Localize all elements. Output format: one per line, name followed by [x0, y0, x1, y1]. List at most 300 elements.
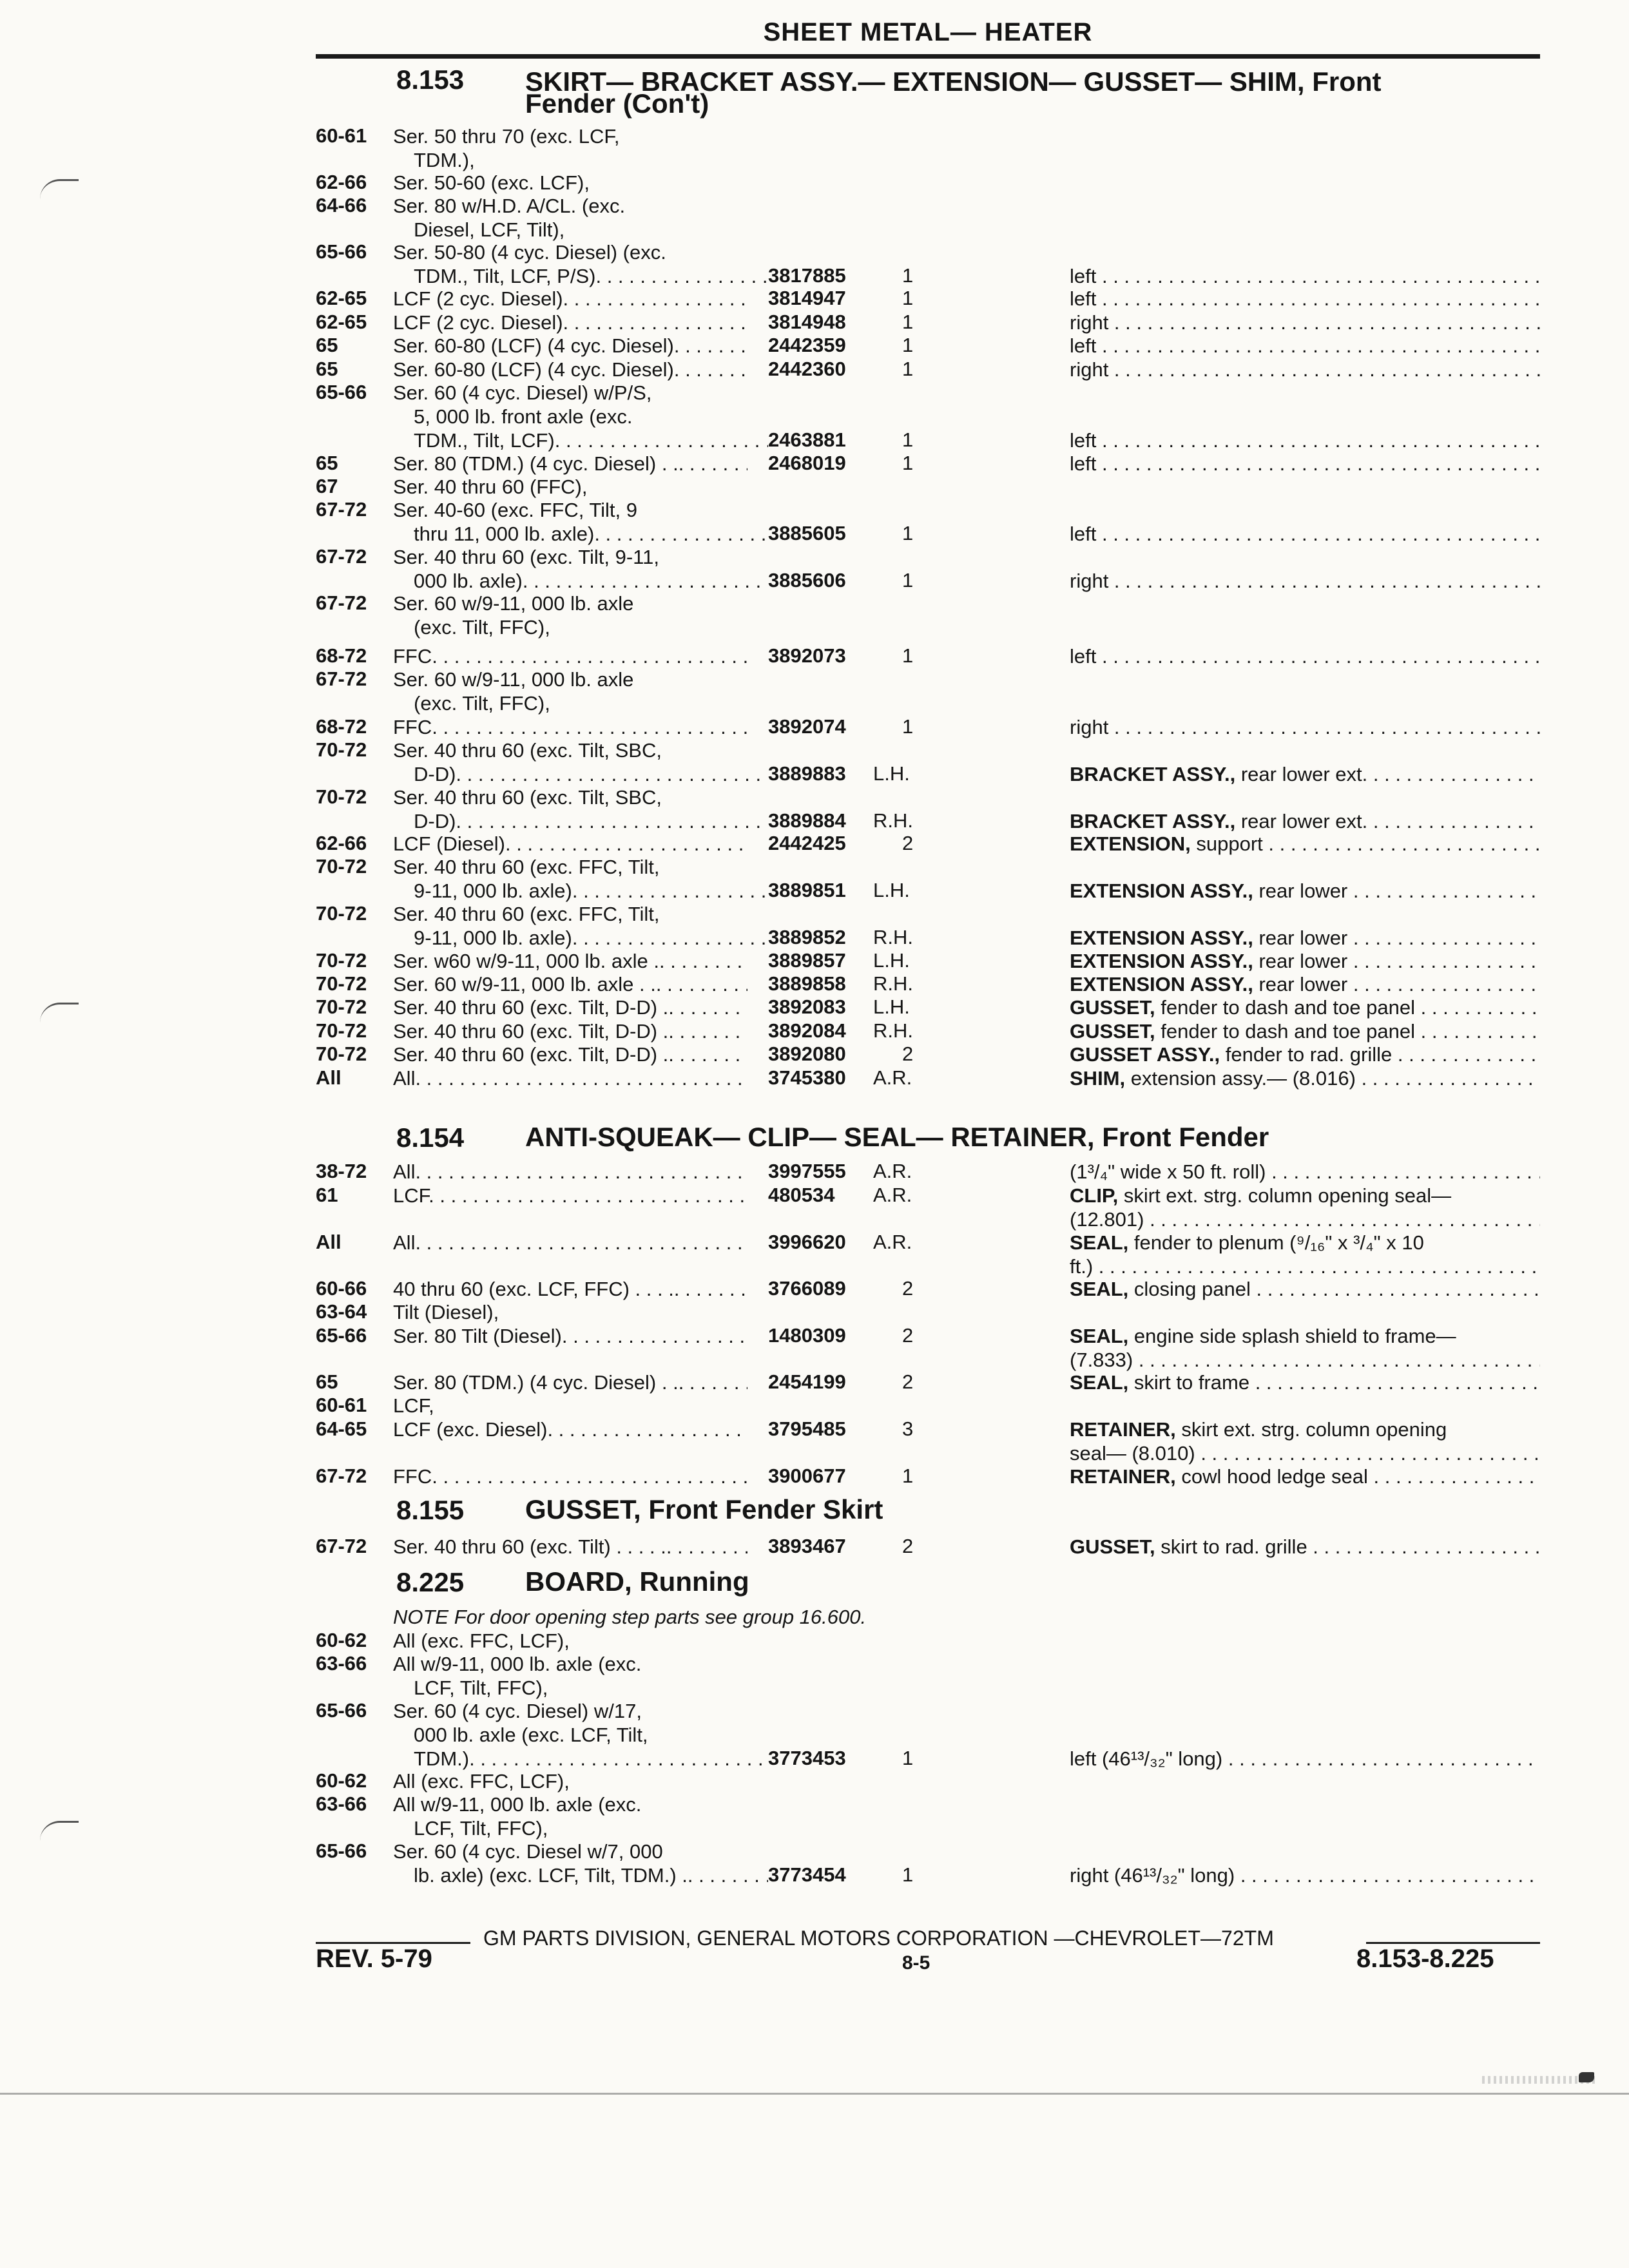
application-line: lb. axle) (exc. LCF, Tilt, TDM.) . . . .: [393, 1863, 768, 1887]
year-range: All: [316, 1231, 342, 1253]
part-number: 3745380: [768, 1066, 846, 1089]
application-text: [393, 1840, 747, 1887]
application-text: [393, 1652, 747, 1700]
application-line: Ser. 60 w/9-11, 000 lb. axle: [393, 668, 634, 691]
application-line: Ser. 40 thru 60 (exc. Tilt, SBC,: [393, 739, 662, 762]
application-line: 5, 000 lb. front axle (exc.: [414, 405, 633, 428]
part-number: 3766089: [768, 1277, 846, 1300]
part-number: 3814947: [768, 287, 846, 309]
year-range: 62-65: [316, 287, 367, 309]
section-number: 8.155: [396, 1495, 465, 1525]
description-text: cowl hood ledge seal: [1181, 1465, 1368, 1488]
application-text: [393, 1792, 747, 1840]
application-line: 000 lb. axle (exc. LCF, Tilt,: [414, 1724, 648, 1746]
description-text: right (46¹³/₃₂" long): [1070, 1864, 1235, 1887]
application-line: Ser. 80 w/H.D. A/CL. (exc.: [393, 195, 626, 217]
section-title: ANTI-SQUEAK— CLIP— SEAL— RETAINER, Front Fender: [525, 1122, 1269, 1152]
description: [1070, 879, 1540, 903]
section-title-line: SKIRT— BRACKET ASSY.— EXTENSION— GUSSET— SHIM, Front: [525, 66, 1382, 97]
description-line: [1070, 1019, 1540, 1043]
application-line: LCF,: [393, 1394, 434, 1417]
quantity: 1: [902, 1863, 914, 1886]
quantity: 1: [902, 1747, 914, 1769]
year-range: 65-66: [316, 240, 367, 263]
footer-rule: [316, 1942, 470, 1944]
description-text: right: [1070, 358, 1109, 381]
description-text: fender to dash and toe panel: [1161, 996, 1415, 1019]
description-keyword: SEAL,: [1070, 1371, 1129, 1394]
description: [1070, 972, 1540, 996]
description: [1070, 311, 1540, 334]
part-number: 3817885: [768, 264, 846, 287]
year-range: 70-72: [316, 949, 367, 972]
part-number: 3889858: [768, 972, 846, 995]
application-line: 000 lb. axle) . . .: [393, 569, 768, 593]
application-text: [393, 334, 747, 358]
section-note: NOTE For door opening step parts see group 16.600.: [393, 1606, 867, 1628]
part-number: 2442360: [768, 358, 846, 380]
part-number: 3889883: [768, 762, 846, 785]
application-text: [393, 1300, 747, 1324]
application-line: Ser. 40-60 (exc. FFC, Tilt, 9: [393, 499, 638, 521]
description-text: left: [1070, 265, 1097, 287]
description-text: right: [1070, 311, 1109, 334]
description-line: [1070, 1066, 1540, 1090]
application-text: [393, 1231, 747, 1254]
application-line: Ser. 50-60 (exc. LCF),: [393, 171, 590, 194]
application-line: Ser. 60 w/9-11, 000 lb. axle: [393, 592, 634, 615]
description: [1070, 1184, 1540, 1231]
description-line: [1070, 879, 1540, 903]
year-range: 67-72: [316, 1465, 367, 1487]
application-line: Ser. 60-80 (LCF) (4 cyc. Diesel) . . .: [393, 358, 747, 381]
description-line: [1070, 522, 1540, 546]
page-number: 8-5: [902, 1952, 930, 1974]
application-line: All (exc. FFC, LCF),: [393, 1629, 570, 1652]
application-line: FFC . . .: [393, 715, 747, 739]
application-line: Ser. 40 thru 60 (FFC),: [393, 476, 588, 498]
quantity: A.R.: [873, 1231, 912, 1253]
scan-edge-line: [0, 2093, 1629, 2095]
application-line: Ser. 80 (TDM.) (4 cyc. Diesel) . . . . .: [393, 452, 747, 476]
punch-mark: [40, 179, 79, 199]
quantity: 2: [902, 1370, 914, 1393]
application-text: [393, 1629, 747, 1653]
application-text: [393, 785, 747, 833]
application-line: LCF (Diesel) . . .: [393, 832, 747, 856]
application-line: LCF . . .: [393, 1184, 747, 1207]
part-number: 3773454: [768, 1863, 846, 1886]
year-range: 38-72: [316, 1160, 367, 1182]
year-range: 70-72: [316, 972, 367, 995]
application-line: Ser. 60 (4 cyc. Diesel w/7, 000: [393, 1840, 663, 1863]
application-text: [393, 855, 747, 903]
description-line: [1070, 972, 1540, 996]
description-line: [1070, 1160, 1540, 1184]
application-line: All w/9-11, 000 lb. axle (exc.: [393, 1653, 642, 1675]
application-line: FFC . . .: [393, 1465, 747, 1488]
description-line: [1070, 1184, 1540, 1207]
description-keyword: GUSSET,: [1070, 996, 1155, 1019]
application-line: thru 11, 000 lb. axle) . . .: [393, 522, 768, 546]
part-number: 3885606: [768, 569, 846, 591]
description: [1070, 1231, 1540, 1278]
description: [1070, 358, 1540, 381]
part-number: 3892084: [768, 1019, 846, 1042]
application-line: TDM.),: [414, 149, 475, 171]
application-text: [393, 1160, 747, 1184]
description: [1070, 569, 1540, 593]
quantity: L.H.: [873, 949, 910, 972]
quantity: A.R.: [873, 1184, 912, 1206]
year-range: 64-66: [316, 194, 367, 216]
application-line: Diesel, LCF, Tilt),: [414, 218, 565, 241]
year-range: 65: [316, 452, 338, 474]
year-range: 70-72: [316, 738, 367, 761]
application-text: [393, 591, 747, 639]
quantity: 2: [902, 1324, 914, 1347]
section-number: 8.154: [396, 1122, 465, 1153]
quantity: A.R.: [873, 1160, 912, 1182]
application-line: TDM., Tilt, LCF, P/S) . . .: [393, 264, 768, 288]
quantity: A.R.: [873, 1066, 912, 1089]
year-range: 67-72: [316, 498, 367, 521]
year-range: 65: [316, 1370, 338, 1393]
punch-mark: [40, 1821, 79, 1841]
application-line: TDM., Tilt, LCF) . . .: [393, 428, 768, 452]
description-line: [1070, 762, 1540, 786]
page-range: 8.153-8.225: [1356, 1945, 1494, 1973]
description-line: [1070, 1441, 1540, 1465]
part-number: 3892073: [768, 644, 846, 667]
application-line: FFC . . .: [393, 644, 747, 668]
quantity: 2: [902, 1535, 914, 1557]
description: [1070, 1066, 1540, 1090]
application-text: [393, 498, 747, 546]
year-range: 62-65: [316, 311, 367, 333]
application-text: [393, 972, 747, 996]
year-range: 67-72: [316, 591, 367, 614]
year-range: 67-72: [316, 1535, 367, 1557]
description-line: [1070, 264, 1540, 288]
part-number: 3889851: [768, 879, 846, 901]
description: [1070, 1324, 1540, 1372]
description-line: [1070, 1465, 1540, 1488]
year-range: 65-66: [316, 1699, 367, 1722]
application-line: Tilt (Diesel),: [393, 1301, 499, 1323]
description-line: [1070, 949, 1540, 973]
year-range: 70-72: [316, 995, 367, 1018]
description: [1070, 1535, 1540, 1559]
section-title: [525, 66, 1530, 119]
application-line: Ser. 40 thru 60 (exc. Tilt) . . . . . . . .: [393, 1535, 747, 1559]
description: [1070, 452, 1540, 476]
application-text: [393, 1019, 747, 1043]
description-text: support: [1196, 832, 1263, 855]
description-text: fender to dash and toe panel: [1161, 1020, 1415, 1043]
quantity: R.H.: [873, 972, 913, 995]
application-line: All . . .: [393, 1066, 747, 1090]
quantity: 1: [902, 287, 914, 309]
description-line: [1070, 428, 1540, 452]
description-line: [1070, 809, 1540, 833]
description: [1070, 715, 1540, 739]
description-keyword: EXTENSION ASSY.,: [1070, 879, 1253, 902]
part-number: 3889857: [768, 949, 846, 972]
description-line: [1070, 569, 1540, 593]
application-line: D-D) . . .: [393, 809, 768, 833]
application-text: [393, 311, 747, 334]
description-line: [1070, 1324, 1540, 1348]
description-line: [1070, 1747, 1540, 1771]
application-line: All . . .: [393, 1231, 747, 1254]
description-text: left (46¹³/₃₂" long): [1070, 1747, 1223, 1770]
application-line: Ser. w60 w/9-11, 000 lb. axle . . . .: [393, 949, 747, 973]
description-text: skirt ext. strg. column opening seal—: [1123, 1184, 1452, 1207]
part-number: 2442425: [768, 832, 846, 854]
description: [1070, 809, 1540, 833]
application-line: (exc. Tilt, FFC),: [414, 616, 550, 639]
application-text: [393, 1535, 747, 1559]
application-text: [393, 1066, 747, 1090]
description-text: left: [1070, 334, 1097, 357]
application-text: [393, 194, 747, 242]
year-range: 70-72: [316, 1043, 367, 1065]
application-text: [393, 171, 747, 195]
description-text: ft.): [1070, 1255, 1094, 1278]
application-text: [393, 832, 747, 856]
description-line: [1070, 1231, 1540, 1254]
year-range: 60-62: [316, 1629, 367, 1651]
description: [1070, 832, 1540, 856]
year-range: 65-66: [316, 1324, 367, 1347]
application-line: 40 thru 60 (exc. LCF, FFC) . . . . . . .: [393, 1277, 747, 1301]
part-number: 3889884: [768, 809, 846, 832]
application-line: LCF, Tilt, FFC),: [414, 1677, 548, 1699]
application-text: [393, 738, 747, 786]
quantity: R.H.: [873, 809, 913, 832]
application-line: Ser. 80 Tilt (Diesel) . . .: [393, 1324, 747, 1348]
description-line: [1070, 1207, 1540, 1231]
description-keyword: RETAINER,: [1070, 1418, 1176, 1441]
application-text: [393, 287, 747, 311]
application-text: [393, 949, 747, 973]
section-title: BOARD, Running: [525, 1566, 749, 1597]
application-text: [393, 902, 747, 950]
description-keyword: SHIM,: [1070, 1067, 1126, 1090]
description-line: [1070, 1535, 1540, 1559]
description-line: [1070, 995, 1540, 1019]
year-range: 70-72: [316, 855, 367, 878]
quantity: 3: [902, 1418, 914, 1440]
description: [1070, 264, 1540, 288]
description-text: rear lower: [1258, 973, 1348, 995]
year-range: 67-72: [316, 545, 367, 568]
quantity: 1: [902, 644, 914, 667]
application-line: Ser. 40 thru 60 (exc. Tilt, D-D) . . . .: [393, 995, 747, 1019]
part-number: 3773453: [768, 1747, 846, 1769]
description-text: right: [1070, 716, 1109, 738]
description-keyword: GUSSET ASSY.,: [1070, 1043, 1220, 1066]
description: [1070, 1465, 1540, 1488]
description-keyword: EXTENSION,: [1070, 832, 1191, 855]
description-line: [1070, 287, 1540, 311]
application-text: [393, 1324, 747, 1348]
application-line: Ser. 40 thru 60 (exc. Tilt, D-D) . . . .: [393, 1019, 747, 1043]
part-number: 2468019: [768, 452, 846, 474]
section-number: 8.153: [396, 64, 465, 95]
description-keyword: BRACKET ASSY.,: [1070, 763, 1236, 785]
application-text: [393, 644, 747, 668]
description: [1070, 1747, 1540, 1771]
quantity: R.H.: [873, 926, 913, 948]
part-number: 1480309: [768, 1324, 846, 1347]
application-line: 9-11, 000 lb. axle) . . .: [393, 879, 768, 903]
quantity: 1: [902, 311, 914, 333]
application-line: Ser. 50 thru 70 (exc. LCF,: [393, 125, 620, 148]
application-line: LCF (2 cyc. Diesel) . . .: [393, 287, 747, 311]
description-text: right: [1070, 570, 1109, 592]
application-text: [393, 1699, 747, 1771]
quantity: 1: [902, 452, 914, 474]
page-header-title: SHEET METAL— HEATER: [763, 18, 1093, 46]
description-line: [1070, 334, 1540, 358]
description: [1070, 522, 1540, 546]
description-line: [1070, 358, 1540, 381]
application-line: Ser. 40 thru 60 (exc. FFC, Tilt,: [393, 856, 660, 878]
application-line: Ser. 60 (4 cyc. Diesel) w/P/S,: [393, 381, 652, 404]
description: [1070, 287, 1540, 311]
application-text: [393, 475, 747, 499]
part-number: 3892074: [768, 715, 846, 738]
description-line: [1070, 715, 1540, 739]
application-line: (exc. Tilt, FFC),: [414, 692, 550, 715]
punch-mark: [40, 1003, 79, 1023]
description-keyword: SEAL,: [1070, 1231, 1129, 1254]
description-keyword: EXTENSION ASSY.,: [1070, 927, 1253, 949]
part-number: 3996620: [768, 1231, 846, 1253]
description-line: [1070, 1043, 1540, 1066]
section-number: 8.225: [396, 1567, 465, 1597]
application-text: [393, 995, 747, 1019]
description: [1070, 1370, 1540, 1394]
description: [1070, 949, 1540, 973]
application-text: [393, 715, 747, 739]
year-range: 65-66: [316, 1840, 367, 1862]
application-text: [393, 545, 747, 593]
application-line: D-D) . . .: [393, 762, 768, 786]
description-keyword: SEAL,: [1070, 1278, 1129, 1300]
description-text: closing panel: [1133, 1278, 1251, 1300]
part-number: 3892083: [768, 995, 846, 1018]
year-range: 70-72: [316, 902, 367, 925]
description-line: [1070, 311, 1540, 334]
description-line: [1070, 644, 1540, 668]
description-text: rear lower: [1258, 927, 1348, 949]
quantity: 1: [902, 569, 914, 591]
year-range: 65-66: [316, 381, 367, 403]
application-line: Ser. 60-80 (LCF) (4 cyc. Diesel) . . .: [393, 334, 747, 358]
application-text: [393, 1769, 747, 1793]
application-text: [393, 1465, 747, 1488]
description-keyword: EXTENSION ASSY.,: [1070, 950, 1253, 972]
description: [1070, 1418, 1540, 1465]
description-line: [1070, 1370, 1540, 1394]
description: [1070, 762, 1540, 786]
application-line: LCF, Tilt, FFC),: [414, 1817, 548, 1840]
application-text: [393, 668, 747, 715]
description: [1070, 1019, 1540, 1043]
year-range: 62-66: [316, 832, 367, 854]
description-text: left: [1070, 523, 1097, 545]
description: [1070, 1043, 1540, 1066]
description-keyword: EXTENSION ASSY.,: [1070, 973, 1253, 995]
footer-publisher: GM PARTS DIVISION, GENERAL MOTORS CORPORATION —CHEVROLET—72TM: [483, 1927, 1274, 1950]
quantity: 1: [902, 1465, 914, 1487]
part-number: 3889852: [768, 926, 846, 948]
part-number: 2463881: [768, 428, 846, 451]
quantity: L.H.: [873, 762, 910, 785]
application-line: All . . .: [393, 1160, 747, 1184]
description-text: left: [1070, 645, 1097, 668]
year-range: 64-65: [316, 1418, 367, 1440]
application-line: Ser. 50-80 (4 cyc. Diesel) (exc.: [393, 241, 666, 264]
description-keyword: GUSSET,: [1070, 1020, 1155, 1043]
application-text: [393, 381, 747, 452]
revision-label: REV. 5-79: [316, 1945, 432, 1973]
quantity: 1: [902, 334, 914, 356]
description-keyword: CLIP,: [1070, 1184, 1119, 1207]
application-line: Ser. 80 (TDM.) (4 cyc. Diesel) . . . . .: [393, 1370, 747, 1394]
description-text: skirt to rad. grille: [1161, 1535, 1307, 1558]
application-line: All (exc. FFC, LCF),: [393, 1770, 570, 1792]
description: [1070, 644, 1540, 668]
description-line: [1070, 1254, 1540, 1278]
year-range: 65: [316, 334, 338, 356]
year-range: 63-66: [316, 1792, 367, 1815]
application-line: 9-11, 000 lb. axle) . . .: [393, 926, 768, 950]
application-line: LCF (2 cyc. Diesel) . . .: [393, 311, 747, 334]
description-line: [1070, 832, 1540, 856]
description-line: [1070, 926, 1540, 950]
description-keyword: GUSSET,: [1070, 1535, 1155, 1558]
application-line: Ser. 60 (4 cyc. Diesel) w/17,: [393, 1700, 642, 1722]
description-text: rear lower: [1258, 950, 1348, 972]
quantity: 1: [902, 428, 914, 451]
quantity: L.H.: [873, 879, 910, 901]
application-line: LCF (exc. Diesel) . . .: [393, 1418, 747, 1441]
description-keyword: BRACKET ASSY.,: [1070, 810, 1236, 832]
year-range: 60-61: [316, 124, 367, 147]
quantity: 2: [902, 1043, 914, 1065]
description-text: skirt ext. strg. column opening: [1181, 1418, 1447, 1441]
part-number: 3885605: [768, 522, 846, 544]
quantity: L.H.: [873, 995, 910, 1018]
application-line: Ser. 40 thru 60 (exc. Tilt, D-D) . . . .: [393, 1043, 747, 1066]
part-number: 3893467: [768, 1535, 846, 1557]
description-text: left: [1070, 287, 1097, 310]
year-range: 63-66: [316, 1652, 367, 1675]
section-title-line: Fender (Con't): [525, 88, 709, 119]
section-title: GUSSET, Front Fender Skirt: [525, 1494, 883, 1524]
quantity: 1: [902, 358, 914, 380]
description-text: (1³/₄" wide x 50 ft. roll): [1070, 1160, 1266, 1183]
part-number: 3892080: [768, 1043, 846, 1065]
description-line: [1070, 1418, 1540, 1441]
description: [1070, 1277, 1540, 1301]
part-number: 2442359: [768, 334, 846, 356]
application-line: Ser. 40 thru 60 (exc. Tilt, SBC,: [393, 786, 662, 809]
